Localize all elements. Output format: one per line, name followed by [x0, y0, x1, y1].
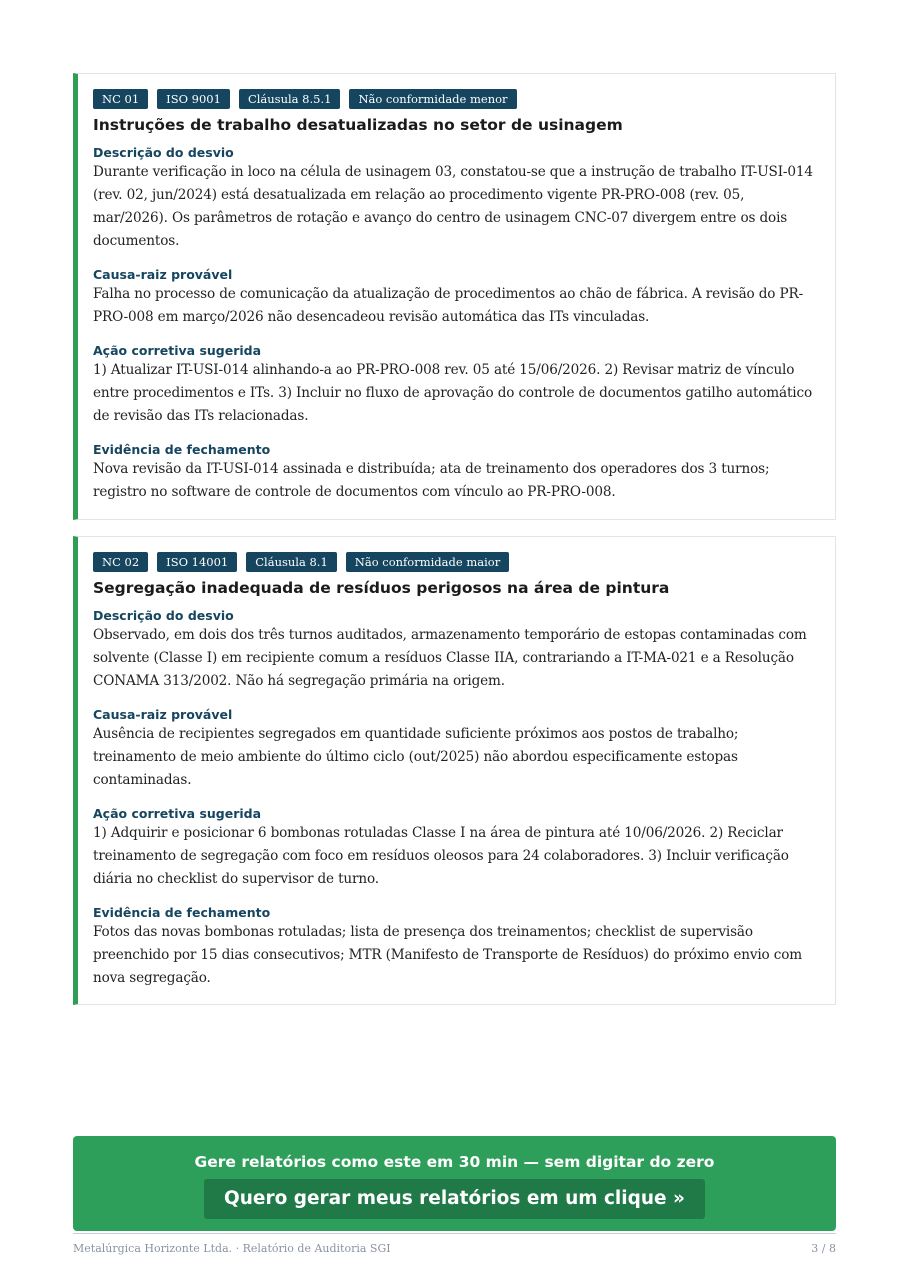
tag-row: [93, 552, 819, 572]
section-root-cause: [93, 707, 819, 792]
section-label: Descrição do desvio: [93, 145, 234, 160]
section-label: Causa-raiz provável: [93, 707, 233, 722]
page-footer: [73, 1242, 836, 1256]
cta-banner: [73, 1136, 836, 1231]
section-corrective-action: [93, 343, 819, 428]
section-text: Falha no processo de comunicação da atualização de procedimentos ao chão de fábrica. A revisão do PR-PRO-008 em março/2026 não desencadeou revisão automática das ITs vinculadas.: [93, 286, 804, 325]
section-text: Observado, em dois dos três turnos auditados, armazenamento temporário de estopas contaminadas com solvente (Classe I) em recipiente comum a resíduos Classe IIA, contrariando a IT-MA-021 e a Resolução CONAMA 313/2002. Não há segregação primária na origem.: [93, 627, 807, 689]
section-description: [93, 608, 819, 693]
section-closure-evidence: [93, 905, 819, 990]
section-text: 1) Atualizar IT-USI-014 alinhando-a ao PR-PRO-008 rev. 05 até 15/06/2026. 2) Revisar matriz de vínculo entre procedimentos e ITs. 3) Incluir no fluxo de aprovação do controle de documentos gatilho automático de revisão das ITs relacionadas.: [93, 362, 813, 424]
severity-tag: Não conformidade maior: [346, 552, 509, 572]
section-closure-evidence: [93, 442, 819, 504]
section-label: Ação corretiva sugerida: [93, 806, 262, 821]
nc-number-tag: NC 01: [93, 89, 148, 109]
section-text: Ausência de recipientes segregados em quantidade suficiente próximos aos postos de trabalho; treinamento de meio ambiente do último ciclo (out/2025) não abordou especificamente estopas contaminadas.: [93, 726, 739, 788]
standard-tag: ISO 9001: [157, 89, 230, 109]
clause-tag: Cláusula 8.5.1: [239, 89, 341, 109]
section-text: Durante verificação in loco na célula de usinagem 03, constatou-se que a instrução de trabalho IT-USI-014 (rev. 02, jun/2024) está desatualizada em relação ao procedimento vigente PR-PRO-008 (rev. 05, mar/2026). Os parâmetros de rotação e avanço do centro de usinagem CNC-07 divergem entre os dois documentos.: [93, 164, 813, 249]
generate-reports-button[interactable]: Quero gerar meus relatórios em um clique »: [204, 1179, 705, 1219]
tag-row: [93, 89, 819, 109]
section-label: Descrição do desvio: [93, 608, 234, 623]
cta-headline: Gere relatórios como este em 30 min — sem digitar do zero: [194, 1153, 715, 1171]
section-corrective-action: [93, 806, 819, 891]
section-description: [93, 145, 819, 253]
footer-document-name: Metalúrgica Horizonte Ltda. · Relatório de Auditoria SGI: [73, 1242, 391, 1255]
section-text: Fotos das novas bombonas rotuladas; lista de presença dos treinamentos; checklist de supervisão preenchido por 15 dias consecutivos; MTR (Manifesto de Transporte de Resíduos) do próximo envio com nova segregação.: [93, 924, 802, 986]
nonconformity-title: Instruções de trabalho desatualizadas no setor de usinagem: [93, 116, 623, 134]
footer-divider: [73, 1233, 836, 1234]
section-label: Ação corretiva sugerida: [93, 343, 262, 358]
section-label: Evidência de fechamento: [93, 905, 271, 920]
clause-tag: Cláusula 8.1: [246, 552, 337, 572]
section-root-cause: [93, 267, 819, 329]
section-label: Causa-raiz provável: [93, 267, 233, 282]
section-text: Nova revisão da IT-USI-014 assinada e distribuída; ata de treinamento dos operadores dos 3 turnos; registro no software de controle de documentos com vínculo ao PR-PRO-008.: [93, 461, 770, 500]
nonconformity-title: Segregação inadequada de resíduos perigosos na área de pintura: [93, 579, 670, 597]
standard-tag: ISO 14001: [157, 552, 237, 572]
page-number: 3 / 8: [811, 1242, 836, 1255]
nc-number-tag: NC 02: [93, 552, 148, 572]
section-label: Evidência de fechamento: [93, 442, 271, 457]
section-text: 1) Adquirir e posicionar 6 bombonas rotuladas Classe I na área de pintura até 10/06/2026. 2) Reciclar treinamento de segregação com foco em resíduos oleosos para 24 colaboradores. 3) Incluir verificação diária no checklist do supervisor de turno.: [93, 825, 789, 887]
nonconformity-card: [73, 73, 836, 520]
severity-tag: Não conformidade menor: [349, 89, 516, 109]
nonconformity-card: [73, 536, 836, 1005]
